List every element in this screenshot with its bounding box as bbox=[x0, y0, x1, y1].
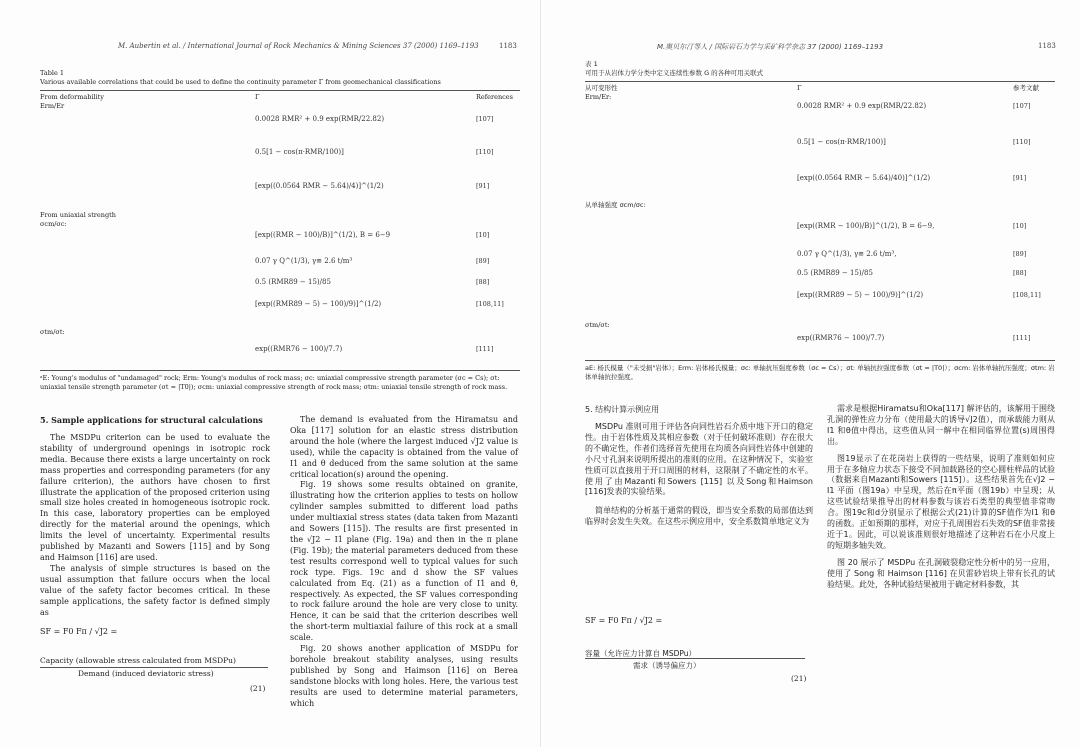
table-title: Table 1 bbox=[40, 69, 64, 77]
table-group-title: From uniaxial strength bbox=[40, 211, 116, 219]
table-caption: Various available correlations that could be used to define the continuity parameter Γ from geomechanical classifications bbox=[40, 78, 441, 86]
body-column-2 bbox=[290, 415, 518, 708]
table-group-label: σtm/σt: bbox=[40, 328, 65, 336]
table-col-header-3: 参考文献 bbox=[1013, 84, 1039, 92]
table-ref: [10] bbox=[1013, 222, 1027, 230]
table-top-rule bbox=[585, 81, 1055, 82]
table-formula: 0.0028 RMR² + 0.9 exp(RMR/22.82) bbox=[797, 102, 927, 110]
paragraph: The analysis of simple structures is based on the usual assumption that failure occurs when the local value of the safety factor becomes critical. In these sample applications, the safety factor is defined simply as bbox=[40, 563, 270, 617]
paragraph: MSDPu 准则可用于评估各向同性岩石介质中地下开口的稳定性。由于岩体性质及其相应参数（对于任何破坏准则）存在很大的不确定性，作者们选择首先使用在均质各向同性岩体中创建的小尺寸孔洞来说明所提出的准则的应用。在这种情况下，实验室性质可以直接用于开口周围的材料，这限制了不确定性的水平。使用了由Mazanti和Sowers [115] 以及Song和Haimson [116]发表的实验结果。 bbox=[585, 422, 813, 497]
table-col-header-2: Γ bbox=[797, 84, 802, 92]
table-footnote: ᵃE: Young's modulus of "undamaged" rock; Erm: Young's modulus of rock mass; σc: uniaxial compressive strength parameter (σc = Cs); σt: uniaxial tensile strength parameter (σt = |T0|); σcm: uniaxial compressive strength of rock mass; σtm: uniaxial tensile strength of rock mass. bbox=[40, 374, 508, 391]
table-ref: [111] bbox=[1013, 334, 1031, 342]
paragraph: 图 20 展示了 MSDPu 在孔洞破裂稳定性分析中的另一应用，使用了 Song 和 Haimson [116] 在贝雷砂岩块上带有长孔的试验结果。此处，各种试验结果被用于确定材料参数，其 bbox=[827, 557, 1055, 589]
table-formula: 0.5 (RMR89 − 15)/85 bbox=[797, 269, 873, 277]
demand-denominator: Demand (induced deviatoric stress) bbox=[78, 669, 214, 678]
table-ref: [110] bbox=[1013, 138, 1031, 146]
section-title: 5. 结构计算示例应用 bbox=[585, 405, 660, 414]
table-ref: [91] bbox=[476, 182, 490, 190]
paragraph: Fig. 20 shows another application of MSDPu for borehole breakout stability analyses, using results published by Song and Haimson [116] on Berea sandstone blocks with long holes. Here, the various test results are used to determine material parameters, which bbox=[290, 644, 518, 708]
page-number: 1183 bbox=[499, 42, 517, 50]
table-group-label: σtm/σt: bbox=[585, 321, 610, 329]
table-formula: 0.07 γ Q^(1/3), γ≅ 2.6 t/m³ bbox=[255, 257, 353, 265]
table-caption: 可用于从岩体力学分类中定义连续性参数 G 的各种可用关联式 bbox=[585, 69, 764, 77]
table-ref: [110] bbox=[476, 148, 494, 156]
table-formula: 0.07 γ Q^(1/3), γ≅ 2.6 t/m³, bbox=[797, 250, 897, 258]
table-formula: exp((RMR76 − 100)/7.7) bbox=[255, 345, 343, 353]
table-formula: [exp((RMR − 100)/B)]^(1/2), B = 6−9, bbox=[797, 222, 935, 230]
table-group-title: 从单轴强度 σcm/σc: bbox=[585, 201, 646, 209]
page-number: 1183 bbox=[1038, 42, 1056, 50]
paragraph: 图19显示了在花岗岩上获得的一些结果，说明了准则如何应用于在多轴应力状态下接受不同加载路径的空心圆柱样品的试验（数据来自Mazanti和Sowers [115]）。这些结果首先在√J2 − I1 平面（图19a）中呈现，然后在π平面（图19b）中呈现；从这些试验结果推导出的材料参数与该岩石类型的典型值非常吻合。图19c和d分别显示了根据公式(21)计算的SF值作为I1 和θ的函数。正如预期的那样，对应于孔周围岩石失效的SF值非常接近于1。因此，可以说该准则很好地描述了这种岩石在小尺度上的短期多轴失效。 bbox=[827, 453, 1055, 550]
table-col-header-3: References bbox=[476, 93, 513, 101]
right-page bbox=[541, 0, 1080, 747]
body-column-1 bbox=[40, 433, 270, 621]
table-formula: 0.5 (RMR89 − 15)/85 bbox=[255, 278, 331, 286]
table-ref: [108,11] bbox=[476, 300, 504, 308]
table-col-header-1: 从可变形性 bbox=[585, 84, 618, 92]
capacity-numerator: 容量（允许应力计算自 MSDPu） bbox=[585, 649, 697, 658]
sf-equation: SF = F0 Fπ / √J2 = bbox=[40, 627, 118, 636]
table-formula: 0.0028 RMR² + 0.9 exp(RMR/22.82) bbox=[255, 115, 385, 123]
demand-denominator: 需求（诱导偏应力） bbox=[633, 661, 701, 670]
equation-number: (21) bbox=[791, 674, 807, 683]
table-formula: 0.5[1 − cos(π·RMR/100)] bbox=[797, 138, 886, 146]
table-group-label: σcm/σc: bbox=[40, 220, 67, 228]
table-bottom-rule bbox=[40, 370, 520, 371]
body-column-1 bbox=[585, 422, 813, 607]
page-header: M. Aubertin et al. / International Journal of Rock Mechanics & Mining Sciences 37 (2000) 1169–1193 bbox=[118, 42, 479, 50]
fraction-bar bbox=[40, 667, 268, 668]
paragraph: The MSDPu criterion can be used to evaluate the stability of underground openings in isotropic rock media. Because there exists a large uncertainty on rock mass properties and corresponding parameters (for any failure criterion), the authors have chosen to first illustrate the application of the proposed criterion using small size holes created in homogeneous isotropic rock. In this case, laboratory properties can be employed directly for the material around the openings, which limits the level of uncertainty. Experimental results published by Mazanti and Sowers [115] and by Song and Haimson [116] are used. bbox=[40, 433, 270, 562]
table-footnote: aE: 杨氏模量（"未受损"岩体）；Erm: 岩体杨氏模量；σc: 单轴抗压强度参数（σc = Cs）；σt: 单轴抗拉强度参数（σt = |T0|）；σcm: 岩体单轴抗压强度；σtm: 岩体单轴抗拉强度。 bbox=[585, 364, 1055, 381]
table-title: 表 1 bbox=[585, 60, 598, 68]
paragraph: 需求是根据Hiramatsu和Oka[117] 解评估的，该解用于围绕孔洞的弹性应力分布（使用最大的诱导√J2值），而承载能力则从I1 和θ值中得出，这些值从同一解中在相同临界位置(s)周围得出。 bbox=[827, 404, 1055, 446]
table-formula: [exp((0.0564 RMR − 5.64)/40)]^(1/2) bbox=[797, 174, 931, 182]
fraction-bar bbox=[585, 658, 805, 659]
paragraph: 简单结构的分析基于通常的假设，即当安全系数的局部值达到临界时会发生失效。在这些示例应用中，安全系数简单地定义为 bbox=[585, 506, 813, 527]
table-ref: [107] bbox=[476, 115, 494, 123]
table-group-label: Erm/Er bbox=[40, 102, 65, 110]
capacity-numerator: Capacity (allowable stress calculated from MSDPu) bbox=[40, 656, 236, 665]
equation-number: (21) bbox=[250, 684, 266, 693]
table-formula: [exp((RMR89 − 5) − 100)/9)]^(1/2) bbox=[255, 300, 382, 308]
sf-equation: SF = F0 Fπ / √J2 = bbox=[585, 616, 663, 625]
table-group-label: Erm/Er: bbox=[585, 93, 612, 101]
table-formula: [exp((RMR89 − 5) − 100)/9)]^(1/2) bbox=[797, 291, 924, 299]
paragraph: Fig. 19 shows some results obtained on granite, illustrating how the criterion applies to tests on hollow cylinder samples submitted to different load paths under multiaxial stress states (data taken from Mazanti and Sowers [115]). The results are first presented in the √J2 − I1 plane (Fig. 19a) and then in the π plane (Fig. 19b); the material parameters deduced from these test results correspond well to typical values for such rock type. Figs. 19c and d show the SF values calculated from Eq. (21) as a function of I1 and θ, respectively. As expected, the SF values corresponding to rock failure around the hole are very close to unity. Hence, it can be said that the criterion describes well the short-term multiaxial failure of this rock at a small scale. bbox=[290, 480, 518, 643]
table-formula: 0.5[1 − cos(π·RMR/100)] bbox=[255, 148, 344, 156]
section-title: 5. Sample applications for structural calculations bbox=[40, 415, 263, 425]
table-formula: [exp((0.0564 RMR − 5.64)/4)]^(1/2) bbox=[255, 182, 384, 190]
table-ref: [111] bbox=[476, 345, 494, 353]
table-top-rule bbox=[40, 90, 520, 91]
table-formula: [exp((RMR − 100)/B)]^(1/2), B = 6−9 bbox=[255, 231, 391, 239]
table-ref: [88] bbox=[1013, 269, 1027, 277]
table-ref: [91] bbox=[1013, 174, 1027, 182]
table-col-header-2: Γ bbox=[255, 93, 260, 101]
table-ref: [88] bbox=[476, 278, 490, 286]
table-ref: [10] bbox=[476, 231, 490, 239]
page-header: M.奥贝尔汀等人 / 国际岩石力学与采矿科学杂志 37 (2000) 1169–1193 bbox=[657, 43, 884, 51]
table-ref: [107] bbox=[1013, 102, 1031, 110]
table-ref: [108,11] bbox=[1013, 291, 1041, 299]
table-bottom-rule bbox=[585, 360, 1055, 361]
table-ref: [89] bbox=[476, 257, 490, 265]
table-col-header-1: From deformability bbox=[40, 93, 104, 101]
table-formula: exp((RMR76 − 100)/7.7) bbox=[797, 334, 885, 342]
table-ref: [89] bbox=[1013, 250, 1027, 258]
paragraph: The demand is evaluated from the Hiramatsu and Oka [117] solution for an elastic stress distribution around the hole (where the largest induced √J2 value is used), while the capacity is obtained from the value of I1 and θ deduced from the same solution at the same critical location(s) around the opening. bbox=[290, 415, 518, 479]
body-column-2 bbox=[827, 404, 1055, 696]
